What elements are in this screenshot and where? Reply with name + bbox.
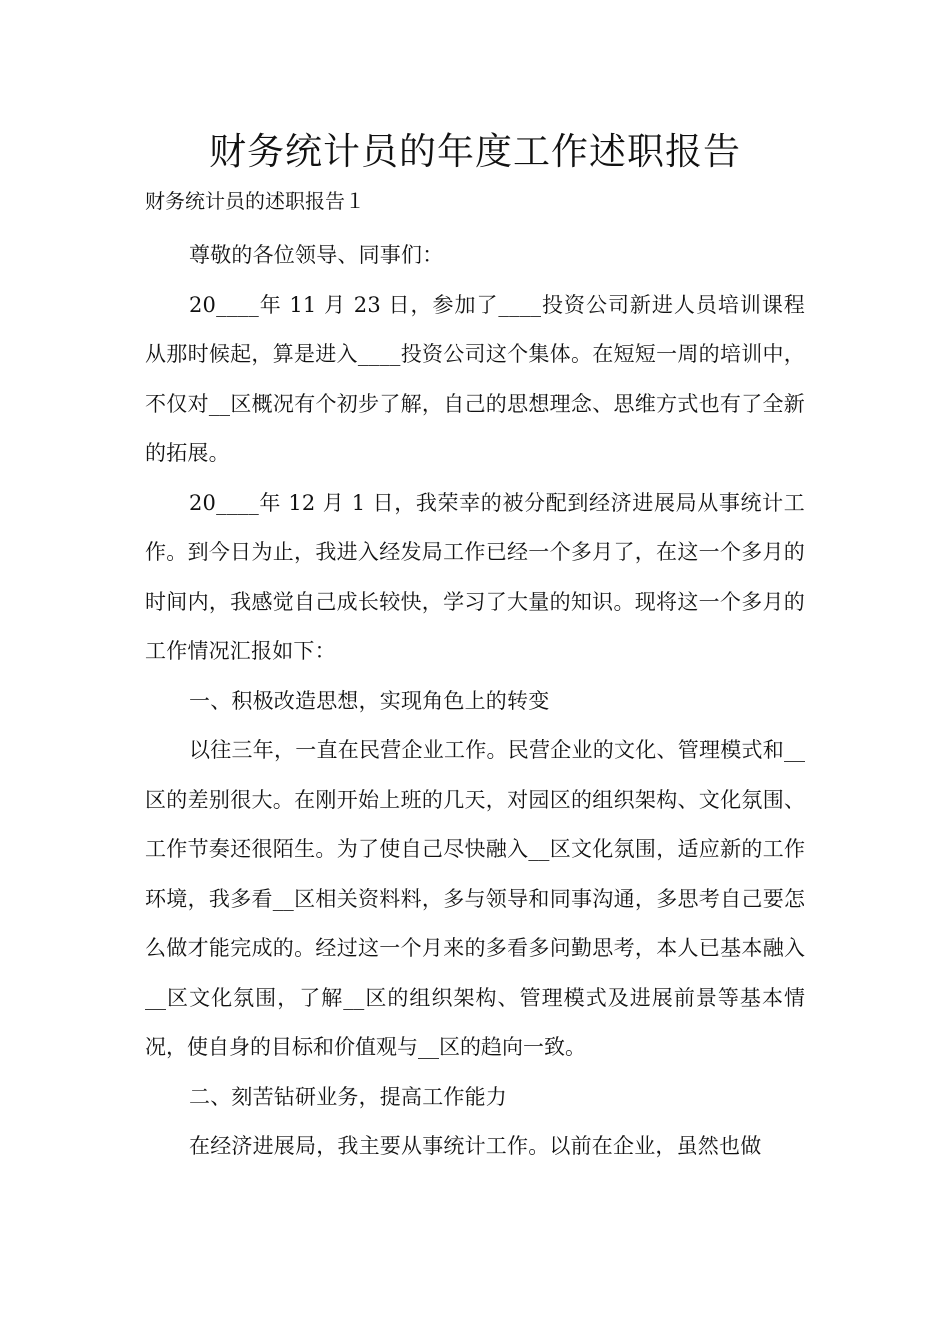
paragraph-adaptation: 以往三年，一直在民营企业工作。民营企业的文化、管理模式和__区的差别很大。在刚开始上班的几天，对园区的组织架构、文化氛围、工作节奏还很陌生。为了使自己尽快融入__区文化氛围，适应新的工作环境，我多看__区相关资料料，多与领导和同事沟通，多思考自己要怎么做才能完成的。经过这一个月来的多看多问勤思考，本人已基本融入__区文化氛围，了解__区的组织架构、管理模式及进展前景等基本情况，使自身的目标和价值观与__区的趋向一致。: [145, 738, 805, 1059]
paragraph-statistics-work: 在经济进展局，我主要从事统计工作。以前在企业，虽然也做: [189, 1134, 762, 1158]
paragraph-assignment: 20____年 12 月 1 日，我荣幸的被分配到经济进展局从事统计工作。到今日为止，我进入经发局工作已经一个多月了，在这一个多月的时间内，我感觉自己成长较快，学习了大量的知识。现将这一个多月的工作情况汇报如下：: [145, 490, 805, 663]
paragraph-salutation: 尊敬的各位领导、同事们：: [189, 243, 444, 267]
document-body: [145, 231, 805, 1172]
paragraph-training: 20____年 11 月 23 日，参加了____投资公司新进人员培训课程从那时候起，算是进入____投资公司这个集体。在短短一周的培训中，不仅对__区概况有个初步了解，自己的思想理念、思维方式也有了全新的拓展。: [145, 292, 805, 465]
document-subtitle: 财务统计员的述职报告１: [145, 189, 365, 213]
section-heading-2: 二、刻苦钻研业务，提高工作能力: [189, 1084, 507, 1109]
document-title: 财务统计员的年度工作述职报告: [209, 130, 741, 173]
section-heading-1: 一、积极改造思想，实现角色上的转变: [189, 688, 550, 713]
